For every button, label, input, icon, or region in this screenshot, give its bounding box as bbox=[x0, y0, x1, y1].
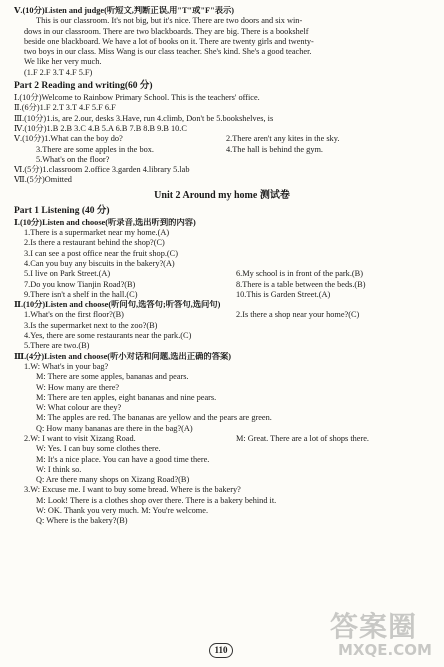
section-i-header: Ⅰ.(10分)Listen and choose(听录音,选出听到的内容) bbox=[14, 217, 196, 227]
dialogue-line: 1.W: What's in your bag? bbox=[24, 361, 109, 371]
section-v-header: Ⅴ.(10分)Listen and judge(听短文,判断正误,用"T"或"F"表示) bbox=[14, 6, 235, 15]
answer-line: 3.I can see a post office near the fruit shop.(C) bbox=[24, 248, 178, 258]
answer-line: 2.Is there a restaurant behind the shop?(C) bbox=[24, 238, 165, 248]
answer-line: 5.What's on the floor? bbox=[36, 154, 110, 164]
answer-line: 1.There is a supermarket near my home.(A) bbox=[24, 228, 170, 238]
answer-line: Ⅶ.(5分)Omitted bbox=[14, 175, 72, 185]
dialogue-line: W: What colour are they? bbox=[36, 403, 122, 413]
answer-line: Ⅱ.(6分)1.F 2.T 3.T 4.F 5.F 6.F bbox=[14, 103, 116, 113]
answer-row: 7.Do you know Tianjin Road?(B) 8.There is a table between the beds.(B) bbox=[24, 279, 366, 289]
dialogue-line: 3.W: Excuse me. I want to buy some bread. Where is the bakery? bbox=[24, 485, 241, 495]
answer-row: 9.There isn't a shelf in the hall.(C) 10.This is Garden Street.(A) bbox=[24, 289, 331, 299]
dialogue-line: M: There are ten apples, eight bananas and nine pears. bbox=[36, 392, 217, 402]
answer-line: Ⅳ.(10分)1.B 2.B 3.C 4.B 5.A 6.B 7.B 8.B 9.B 10.C bbox=[14, 123, 187, 133]
answer-line: 3.Is the supermarket next to the zoo?(B) bbox=[24, 320, 158, 330]
part1-title: Part 1 Listening (40 分) bbox=[14, 205, 110, 216]
page-number: 110 bbox=[206, 642, 236, 658]
dialogue-line: Q: Where is the bakery?(B) bbox=[36, 516, 128, 526]
dialogue-line: Q: How many bananas are there in the bag?(A) bbox=[36, 423, 193, 433]
answer-line: 4.Yes, there are some restaurants near the park.(C) bbox=[24, 331, 192, 341]
dialogue-line: W: How many are there? bbox=[36, 382, 120, 392]
passage-line: This is our classroom. It's not big, but it's nice. There are two doors and six win- bbox=[36, 16, 303, 26]
dialogue-line: M: Look! There is a clothes shop over there. There is a bakery behind it. bbox=[36, 495, 277, 505]
passage-line: We like her very much. bbox=[24, 57, 102, 67]
passage-line: two boys in our class. Miss Wang is our class teacher. She's kind. She's a good teacher. bbox=[24, 47, 312, 57]
answer-line: 4.Can you buy any biscuits in the bakery?(A) bbox=[24, 258, 175, 268]
section-iii-header: Ⅲ.(4分)Listen and choose(听小对话和问题,选出正确的答案) bbox=[14, 351, 232, 361]
answer-row: Ⅴ.(10分)1.What can the boy do? 2.There aren't any kites in the sky. bbox=[14, 134, 340, 144]
dialogue-row: 2.W: I want to visit Xizang Road. M: Great. There are a lot of shops there. bbox=[24, 433, 370, 443]
watermark-url: MXQE.COM bbox=[338, 641, 432, 659]
answer-line: Ⅲ.(10分)1.is, are 2.our, desks 3.Have, run 4.climb, Don't be 5.bookshelves, is bbox=[14, 113, 274, 123]
watermark-text: 答案圈 bbox=[330, 610, 418, 643]
section-ii-header: Ⅱ.(10分)Listen and choose(听问句,选答句;听答句,选问句) bbox=[14, 300, 221, 310]
answer-row: 5.I live on Park Street.(A) 6.My school is in front of the park.(B) bbox=[24, 269, 363, 279]
part2-title: Part 2 Reading and writing(60 分) bbox=[14, 81, 153, 92]
dialogue-line: W: Yes. I can buy some clothes there. bbox=[36, 444, 161, 454]
answer-line: Ⅰ.(10分)Welcome to Rainbow Primary School. This is the teachers' office. bbox=[14, 93, 260, 103]
passage-line: dows in our classroom. There are two blackboards. They are big. There is a bookshelf bbox=[24, 26, 309, 36]
answer-row: 1.What's on the first floor?(B) 2.Is there a shop near your home?(C) bbox=[24, 310, 360, 320]
answer-line: Ⅵ.(5分)1.classroom 2.office 3.garden 4.library 5.lab bbox=[14, 165, 190, 175]
watermark-logo bbox=[330, 612, 440, 662]
dialogue-line: W: I think so. bbox=[36, 464, 82, 474]
answer-line: (1.F 2.F 3.T 4.F 5.F) bbox=[24, 67, 93, 77]
answer-line: 5.There are two.(B) bbox=[24, 341, 90, 351]
dialogue-line: Q: Are there many shops on Xizang Road?(B) bbox=[36, 475, 190, 485]
answer-row: 3.There are some apples in the box. 4.The hall is behind the gym. bbox=[36, 144, 324, 154]
dialogue-line: M: There are some apples, bananas and pears. bbox=[36, 372, 189, 382]
dialogue-line: M: The apples are red. The bananas are yellow and the pears are green. bbox=[36, 413, 272, 423]
passage-line: beside one blackboard. We have a lot of books on it. There are twenty girls and twenty- bbox=[24, 36, 314, 46]
dialogue-line: W: OK. Thank you very much. M: You're welcome. bbox=[36, 506, 209, 516]
unit-title: Unit 2 Around my home 测试卷 bbox=[154, 189, 290, 201]
dialogue-line: M: It's a nice place. You can have a good time there. bbox=[36, 454, 210, 464]
